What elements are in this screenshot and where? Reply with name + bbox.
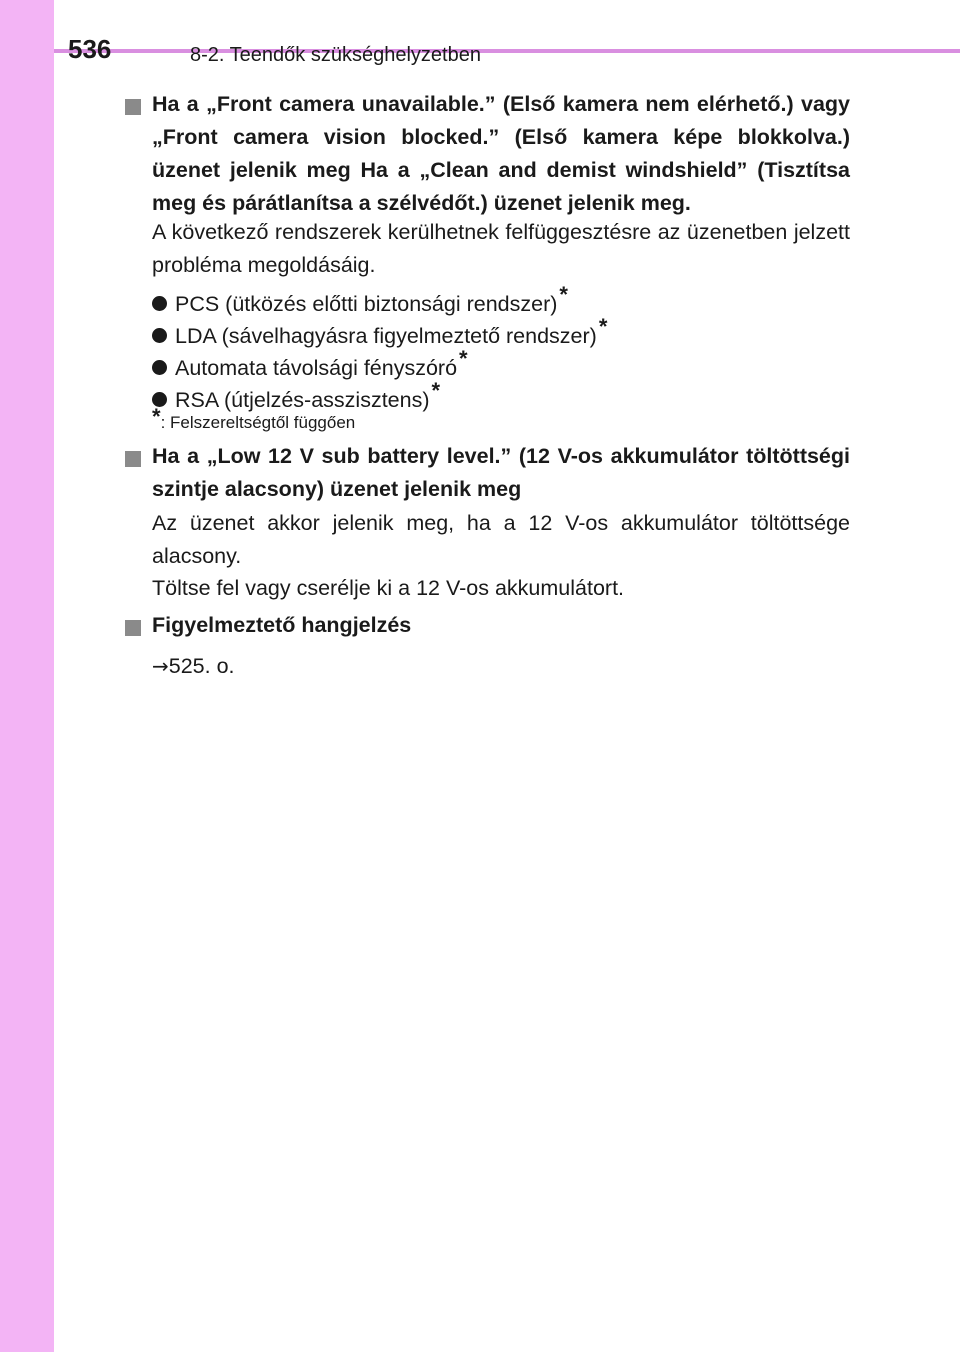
side-color-band <box>0 0 54 1352</box>
square-bullet-icon <box>125 451 141 467</box>
paragraph-battery-action: Töltse fel vagy cserélje ki a 12 V-os akkumulátort. <box>152 576 625 600</box>
list-item-label: RSA (útjelzés-asszisztens) <box>175 388 430 412</box>
arrow-right-icon: → <box>152 654 169 678</box>
section-title: 8-2. Teendők szükséghelyzetben <box>190 44 481 66</box>
section-heading-warning-sound: Figyelmeztető hangjelzés <box>152 613 412 637</box>
reference-text: 525. o. <box>168 654 235 678</box>
list-item-label: LDA (sávelhagyásra figyelmeztető rendszer) <box>175 324 597 348</box>
footnote-marker: * <box>598 314 608 339</box>
footnote <box>152 406 355 434</box>
paragraph-battery-low: Az üzenet akkor jelenik meg, ha a 12 V-os akkumulátor töltöttsége alacsony. <box>152 511 850 568</box>
page-number: 536 <box>68 34 112 64</box>
square-bullet-icon <box>125 99 141 115</box>
footnote-text: : Felszereltségtől függően <box>160 413 356 432</box>
list-item-label: PCS (ütközés előtti biztonsági rendszer) <box>175 292 558 316</box>
square-bullet-icon <box>125 620 141 636</box>
footnote-marker: * <box>431 378 441 403</box>
footnote-marker: * <box>559 282 568 307</box>
section-heading-camera: Ha a „Front camera unavailable.” (Első kamera nem elérhető.) vagy „Front camera vision blocked.” (Első kamera képe blokkolva.) üzenet jelenik meg Ha a „Clean and demist windshield” (Tisztítsa meg és párátlanítsa a szélvédőt.) üzenet jelenik meg. <box>152 92 850 215</box>
circle-bullet-icon <box>152 296 167 311</box>
circle-bullet-icon <box>152 328 167 343</box>
footnote-marker: * <box>459 346 468 371</box>
circle-bullet-icon <box>152 360 167 375</box>
footnote-star: * <box>152 404 161 429</box>
page-reference <box>152 650 850 683</box>
section-heading-battery: Ha a „Low 12 V sub battery level.” (12 V-os akkumulátor töltöttségi szintje alacsony) üzenet jelenik meg <box>152 444 850 501</box>
paragraph-suspended-systems: A következő rendszerek kerülhetnek felfüggesztésre az üzenetben jelzett probléma megoldásáig. <box>152 220 850 277</box>
list-item-label: Automata távolsági fényszóró <box>175 356 458 380</box>
